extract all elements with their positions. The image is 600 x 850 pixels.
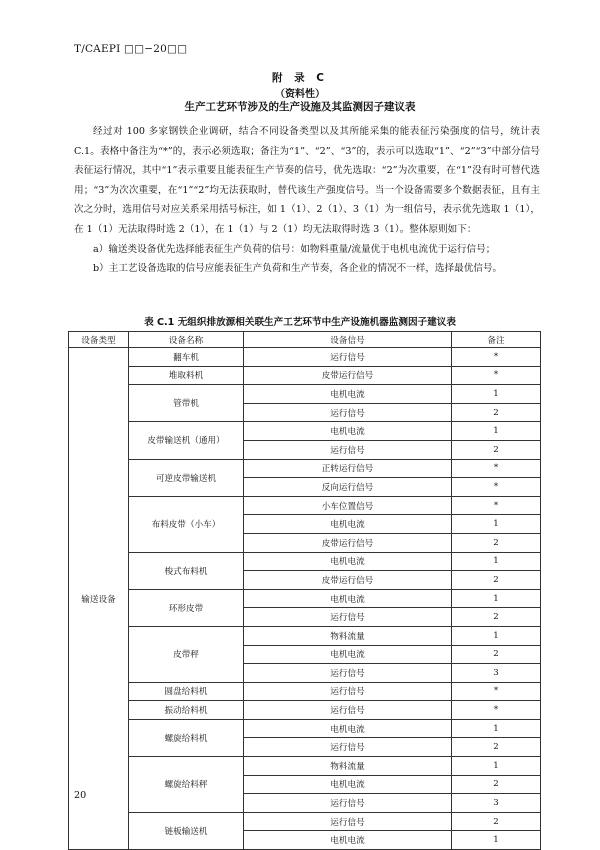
signal-cell: 运行信号: [244, 682, 452, 701]
table-row: [69, 626, 541, 645]
table-row: [69, 812, 541, 831]
table-caption: 表 C.1 无组织排放源相关联生产工艺环节中生产设施机器监测因子建议表: [144, 317, 456, 328]
signal-cell: 运行信号: [244, 812, 452, 831]
header-note: 备注: [452, 332, 541, 348]
equipment-name-cell: 螺旋给料秤: [129, 757, 244, 813]
signal-cell: 电机电流: [244, 645, 452, 664]
signal-cell: 电机电流: [244, 422, 452, 441]
note-cell: *: [452, 701, 541, 720]
note-cell: 1: [452, 552, 541, 571]
principle-item-b: b）主工艺设备选取的信号应能表征生产负荷和生产节奏，各企业的情况不一样，选择最优信号。: [93, 263, 503, 275]
note-cell: 2: [452, 738, 541, 757]
appendix-title: 附 录 C: [271, 72, 329, 84]
signal-cell: 电机电流: [244, 385, 452, 404]
table-row: [69, 366, 541, 385]
intro-paragraph: 经过对 100 多家钢铁企业调研，结合不同设备类型以及其所能采集的能表征污染强度的信号，统计表 C.1。表格中备注为“*”的，表示必须选取；备注为“1”、“2”、“3”的，表示可以选取“1”、“2”“3”中部分信号表征运行情况，其中“1”表示重要且能表征生产节奏的信号，优先选取：“2”为次重要，在“1”没有时可替代选用；“3”为次次重要，在“1”“2”均无法获取时，替代该生产强度信号。当一个设备需要多个数据表征，且有主次之分时，选用信号对应关系采用括号标注，如 1（1）、2（1）、3（1）为一组信号，表示优先选取 1（1），在 1（1）无法取得时选 2（1），在 1（1）与 2（1）均无法取得时选 3（1）。整体原则如下：: [74, 126, 540, 235]
signal-cell: 电机电流: [244, 831, 452, 850]
note-cell: 2: [452, 533, 541, 552]
equipment-name-cell: 振动给料机: [129, 701, 244, 720]
signal-cell: 电机电流: [244, 719, 452, 738]
note-cell: *: [452, 478, 541, 497]
table-body: [69, 348, 541, 850]
note-cell: 2: [452, 571, 541, 590]
signal-cell: 运行信号: [244, 348, 452, 367]
signal-cell: 皮带运行信号: [244, 533, 452, 552]
equipment-name-cell: 链板输送机: [129, 812, 244, 849]
note-cell: 2: [452, 812, 541, 831]
note-cell: 1: [452, 515, 541, 534]
body-text: [74, 122, 540, 279]
note-cell: 1: [452, 719, 541, 738]
signal-cell: 物料流量: [244, 626, 452, 645]
equipment-name-cell: 布料皮带（小车）: [129, 496, 244, 552]
signal-cell: 电机电流: [244, 775, 452, 794]
signal-cell: 电机电流: [244, 589, 452, 608]
equipment-name-cell: 翻车机: [129, 348, 244, 367]
note-cell: 2: [452, 775, 541, 794]
note-cell: 1: [452, 589, 541, 608]
note-cell: 1: [452, 385, 541, 404]
table-header-row: [69, 332, 541, 348]
signal-cell: 电机电流: [244, 515, 452, 534]
header-signal: 设备信号: [244, 332, 452, 348]
signal-cell: 反向运行信号: [244, 478, 452, 497]
note-cell: *: [452, 366, 541, 385]
monitoring-factor-table: [68, 331, 541, 850]
note-cell: 1: [452, 422, 541, 441]
category-cell: 输送设备: [69, 348, 129, 850]
table-row: [69, 422, 541, 441]
note-cell: 2: [452, 440, 541, 459]
equipment-name-cell: 圆盘给料机: [129, 682, 244, 701]
signal-cell: 运行信号: [244, 440, 452, 459]
signal-cell: 皮带运行信号: [244, 571, 452, 590]
principle-item-a: a）输送类设备优先选择能表征生产负荷的信号：如物料重量/流量优于电机电流优于运行信号；: [93, 243, 496, 255]
equipment-name-cell: 可逆皮带输送机: [129, 459, 244, 496]
note-cell: 2: [452, 645, 541, 664]
table-row: [69, 757, 541, 776]
note-cell: *: [452, 496, 541, 515]
signal-cell: 小车位置信号: [244, 496, 452, 515]
header-name: 设备名称: [129, 332, 244, 348]
table-row: [69, 719, 541, 738]
signal-cell: 运行信号: [244, 608, 452, 627]
header-type: 设备类型: [69, 332, 129, 348]
table-row: [69, 701, 541, 720]
standard-code: T/CAEPI □□−20□□: [74, 43, 188, 55]
signal-cell: 运行信号: [244, 403, 452, 422]
table-row: [69, 348, 541, 367]
appendix-subtitle: （资料性）: [275, 89, 325, 100]
note-cell: 2: [452, 608, 541, 627]
table-row: [69, 385, 541, 404]
signal-cell: 运行信号: [244, 794, 452, 813]
equipment-name-cell: 管带机: [129, 385, 244, 422]
note-cell: *: [452, 459, 541, 478]
signal-cell: 运行信号: [244, 738, 452, 757]
equipment-name-cell: 皮带输送机（通用）: [129, 422, 244, 459]
page-number: 20: [74, 790, 87, 801]
equipment-name-cell: 堆取料机: [129, 366, 244, 385]
note-cell: 3: [452, 794, 541, 813]
appendix-heading: 生产工艺环节涉及的生产设施及其监测因子建议表: [184, 101, 416, 113]
signal-cell: 物料流量: [244, 757, 452, 776]
table-row: [69, 459, 541, 478]
equipment-name-cell: 环形皮带: [129, 589, 244, 626]
table-row: [69, 496, 541, 515]
note-cell: 3: [452, 664, 541, 683]
equipment-name-cell: 螺旋给料机: [129, 719, 244, 756]
table-row: [69, 589, 541, 608]
note-cell: *: [452, 682, 541, 701]
signal-cell: 电机电流: [244, 552, 452, 571]
signal-cell: 正转运行信号: [244, 459, 452, 478]
note-cell: 1: [452, 757, 541, 776]
equipment-name-cell: 皮带秤: [129, 626, 244, 682]
note-cell: 1: [452, 831, 541, 850]
signal-cell: 皮带运行信号: [244, 366, 452, 385]
table-row: [69, 682, 541, 701]
signal-cell: 运行信号: [244, 664, 452, 683]
table-row: [69, 552, 541, 571]
note-cell: 1: [452, 626, 541, 645]
signal-cell: 运行信号: [244, 701, 452, 720]
note-cell: 2: [452, 403, 541, 422]
note-cell: *: [452, 348, 541, 367]
equipment-name-cell: 梭式布料机: [129, 552, 244, 589]
